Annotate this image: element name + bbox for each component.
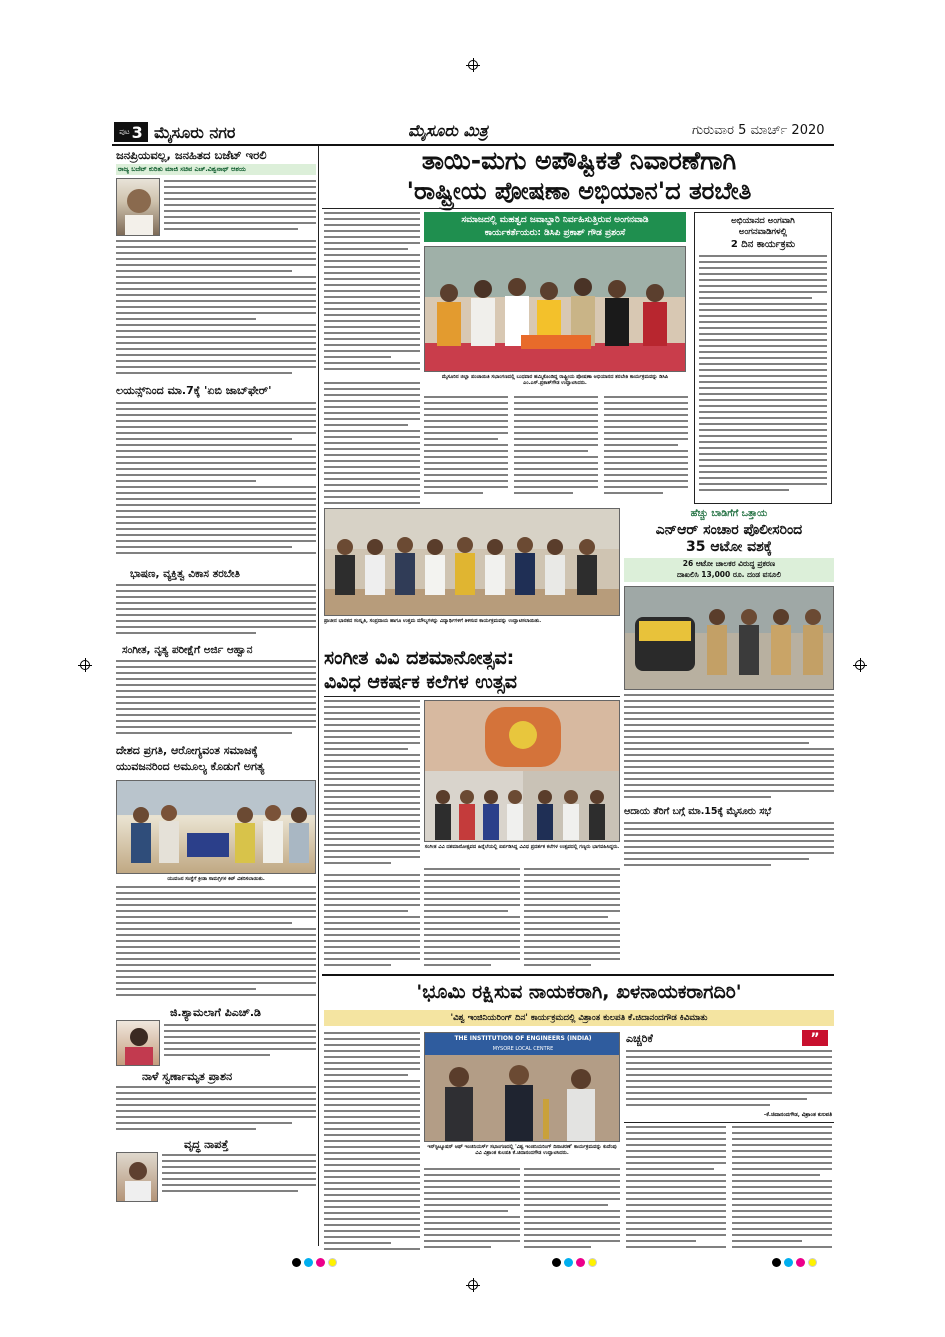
page-number-badge <box>114 122 148 142</box>
left-headline-5b: ಯುವಜನರಿಂದ ಅಮೂಲ್ಯ ಕೊಡುಗೆ ಅಗತ್ಯ <box>116 760 265 773</box>
bottom-col-3 <box>524 1168 620 1256</box>
registration-mark-left <box>80 660 90 670</box>
engineers-day-caption: ಇನ್‌ಸ್ಟಿಟ್ಯೂಷನ್ ಆಫ್ ಇಂಜಿನಿಯರ್ಸ್ ಸಭಾಂಗಣದಲ್ಲಿ 'ವಿಶ್ವ ಇಂಜಿನಿಯರಿಂಗ್ ದಿನಾಚರಣೆ' ಕಾರ್ಯಕ್ರಮವನ್ನು ಕುವೆಂಪು ವಿವಿ ವಿಶ್ರಾಂತ ಕುಲಪತಿ ಕೆ.ಚಿದಾನಂದಗೌಡ ಉದ್ಘಾಟಿಸಿದರು. <box>427 1144 617 1156</box>
police-kicker: ಹೆಚ್ಚು ಬಾಡಿಗೆಗೆ ಒತ್ತಾಯ <box>690 508 768 519</box>
engineers-banner-text: THE INSTITUTION OF ENGINEERS (INDIA) <box>454 1035 592 1042</box>
left-story-4-text <box>116 660 316 742</box>
music-uni-col-2 <box>424 868 520 972</box>
music-uni-photo <box>424 700 620 842</box>
color-dot-9 <box>772 1258 781 1267</box>
lead-rule <box>322 208 834 209</box>
campaign-box-text <box>699 255 827 499</box>
color-dot-10 <box>784 1258 793 1267</box>
lead-headline-1: ತಾಯಿ-ಮಗು ಅಪೌಷ್ಟಿಕತೆ ನಿವಾರಣೆಗಾಗಿ <box>421 146 737 175</box>
color-dot-1 <box>292 1258 301 1267</box>
left-story-5-text <box>116 886 316 1000</box>
shyamala-portrait <box>116 1020 160 1066</box>
youth-kit-photo <box>116 780 316 874</box>
lead-story-col-1 <box>324 212 420 378</box>
color-dot-6 <box>564 1258 573 1267</box>
engineers-day-photo <box>424 1032 620 1142</box>
police-headline-1: ಎನ್‌ಆರ್ ಸಂಚಾರ ಪೊಲೀಸರಿಂದ <box>655 522 803 538</box>
left-story-8-text <box>162 1154 316 1202</box>
warning-author: -ಕೆ.ಚಿದಾನಂದಗೌಡ, ವಿಶ್ರಾಂತ ಕುಲಪತಿ <box>763 1112 832 1118</box>
music-uni-headline-1: ಸಂಗೀತ ವಿವಿ ದಶಮಾನೋತ್ಸವ: <box>324 647 515 669</box>
bottom-col-2 <box>424 1168 520 1256</box>
culture-program-photo <box>324 508 620 616</box>
left-story-1-text <box>164 180 316 236</box>
masthead: ಮೈಸೂರು ಮಿತ್ರ <box>408 121 488 140</box>
police-story-text <box>624 694 834 804</box>
page-number: 3 <box>131 122 143 142</box>
missing-man-portrait <box>116 1152 158 1202</box>
tax-meeting-headline: ಆದಾಯ ತೆರಿಗೆ ಬಗ್ಗೆ ಮಾ.15ಕ್ಕೆ ಮೈಸೂರು ಸಭೆ <box>624 806 772 817</box>
music-uni-headline-2: ವಿವಿಧ ಆಕರ್ಷಕ ಕಲೆಗಳ ಉತ್ಸವ <box>324 671 517 693</box>
youth-kit-caption: ಯುವಜನ ಸಂಸ್ಥೆಗೆ ಕ್ರೀಡಾ ಸಾಮಗ್ರಿಗಳ ಕಿಟ್ ವಿತರಿಸಲಾಯಿತು. <box>167 876 265 882</box>
left-story-1-text-cont <box>116 240 316 382</box>
police-sub-1: 26 ಆಟೋ ಚಾಲಕರ ವಿರುದ್ಧ ಪ್ರಕರಣ <box>682 559 776 568</box>
left-headline-1-sub: ರಾಜ್ಯ ಬಜೆಟ್ ಕುರಿತು ಮಾಜಿ ಸಚಿವ ಎಚ್.ವಿಶ್ವನಾಥ್ ಆಶಯ <box>116 164 316 175</box>
left-headline-6: ಜಿ.ಶ್ಯಾಮಲಾಗೆ ಪಿಎಚ್.ಡಿ <box>170 1006 261 1019</box>
left-story-7-text <box>116 1086 316 1136</box>
lead-headline-2: 'ರಾಷ್ಟ್ರೀಯ ಪೋಷಣಾ ಅಭಿಯಾನ'ದ ತರಬೇತಿ <box>406 177 752 205</box>
lead-photo <box>424 246 686 372</box>
campaign-box-title-3: 2 ದಿನ ಕಾರ್ಯಕ್ರಮ <box>730 239 796 250</box>
left-story-2-text <box>116 402 316 562</box>
left-headline-7: ನಾಳೆ ಸ್ವರ್ಣಾಮೃತ ಪ್ರಾಶನ <box>142 1070 233 1083</box>
police-sub-2: ದಾಖಲಿಸಿ 13,000 ರೂ. ದಂಡ ವಸೂಲಿ <box>676 570 781 579</box>
music-uni-col-1b <box>324 874 420 972</box>
left-column-rule <box>318 146 319 1246</box>
newspaper-page <box>112 108 834 1266</box>
lead-story-col-5 <box>604 396 688 502</box>
engineers-banner-text-2: MYSORE LOCAL CENTRE <box>492 1046 554 1052</box>
registration-mark-top <box>468 60 478 70</box>
issue-date: ಗುರುವಾರ 5 ಮಾರ್ಚ್ 2020 <box>692 123 825 138</box>
color-dot-4 <box>328 1258 337 1267</box>
color-dot-7 <box>576 1258 585 1267</box>
music-uni-rule <box>324 696 620 697</box>
bottom-rule <box>322 974 834 976</box>
lead-story-col-3 <box>424 396 508 502</box>
color-dot-3 <box>316 1258 325 1267</box>
tax-meeting-text <box>624 822 834 872</box>
left-headline-5a: ದೇಶದ ಪ್ರಗತಿ, ಆರೋಗ್ಯವಂತ ಸಮಾಜಕ್ಕೆ <box>116 744 258 757</box>
campaign-box-title-2: ಅಂಗನವಾಡಿಗಳಲ್ಲಿ <box>738 227 788 237</box>
music-uni-caption: ಸಂಗೀತ ವಿವಿ ದಶಮಾನೋತ್ಸವದ ಹಿನ್ನೆಲೆಯಲ್ಲಿ ಏರ್ಪಡಿಸಿದ್ದ ವಿವಿಧ ಪ್ರದರ್ಶಕ ಕಲೆಗಳ ಉತ್ಸವದಲ್ಲಿ ಗಣ್ಯರು ಭಾಗವಹಿಸಿದ್ದರು. <box>424 844 620 850</box>
campaign-box <box>694 212 832 504</box>
registration-mark-bottom <box>468 1280 478 1290</box>
color-dot-2 <box>304 1258 313 1267</box>
lead-story-col-4 <box>514 396 598 502</box>
warning-quote-icon: ” <box>802 1030 828 1046</box>
politician-portrait <box>116 178 160 236</box>
police-auto-photo <box>624 586 834 690</box>
bottom-col-5 <box>732 1126 832 1256</box>
warning-text <box>626 1050 832 1112</box>
left-headline-2: ಲಯನ್ಸ್‌ನಿಂದ ಮಾ.7ಕ್ಕೆ 'ಏಬಿ ಜಾಬ್‌ಫೇರ್' <box>116 384 272 397</box>
left-story-6-text <box>164 1024 316 1064</box>
bottom-subheadline: 'ವಿಶ್ವ ಇಂಜಿನಿಯರಿಂಗ್ ದಿನ' ಕಾರ್ಯಕ್ರಮದಲ್ಲಿ ವಿಶ್ರಾಂತ ಕುಲಪತಿ ಕೆ.ಚಿದಾನಂದಗೌಡ ಕಿವಿಮಾತು <box>324 1010 834 1026</box>
left-headline-8: ವೃದ್ಧ ನಾಪತ್ತೆ <box>184 1138 229 1151</box>
lead-quote-line-1: ಸಮಾಜದಲ್ಲಿ ಮಹತ್ವದ ಜವಾಬ್ದಾರಿ ನಿರ್ವಹಿಸುತ್ತಿರುವ ಅಂಗನವಾಡಿ <box>461 215 649 225</box>
police-headline-2: 35 ಆಟೋ ವಶಕ್ಕೆ <box>685 539 772 555</box>
color-dot-5 <box>552 1258 561 1267</box>
left-headline-1: ಜನಪ್ರಿಯವಲ್ಲ, ಜನಹಿತದ ಬಜೆಟ್ ಇರಲಿ <box>116 148 267 162</box>
warning-title: ಎಚ್ಚರಿಕೆ <box>626 1032 653 1045</box>
engineers-banner <box>425 1033 620 1055</box>
police-subhead <box>624 558 834 582</box>
lead-quote-box <box>424 212 686 242</box>
campaign-box-title-1: ಅಭಿಯಾನದ ಅಂಗವಾಗಿ <box>731 216 795 226</box>
bottom-col-4 <box>626 1126 726 1256</box>
music-uni-col-1 <box>324 700 420 870</box>
bottom-headline: 'ಭೂಮಿ ರಕ್ಷಿಸುವ ನಾಯಕರಾಗಿ, ಖಳನಾಯಕರಾಗದಿರಿ' <box>416 981 742 1003</box>
section-title: ಮೈಸೂರು ನಗರ <box>154 123 236 142</box>
music-uni-col-3 <box>524 868 620 972</box>
color-dot-11 <box>796 1258 805 1267</box>
bottom-col-1 <box>324 1032 420 1256</box>
warning-rule <box>624 1122 834 1123</box>
left-headline-4: ಸಂಗೀತ, ನೃತ್ಯ ಪರೀಕ್ಷೆಗೆ ಅರ್ಜಿ ಆಹ್ವಾನ <box>122 644 253 656</box>
left-story-3-text <box>116 584 316 640</box>
page-label: ಪುಟ <box>119 127 130 136</box>
left-headline-3: ಭಾಷಣ, ವ್ಯಕ್ತಿತ್ವ ವಿಕಾಸ ತರಬೇತಿ <box>130 568 240 580</box>
registration-mark-right <box>855 660 865 670</box>
culture-program-caption: ಪ್ರಾಚೀನ ಭಾರತದ ಸಂಸ್ಕೃತಿ, ಸಂಪ್ರದಾಯ ಹಾಗೂ ಉತ್ತಮ ಮೌಲ್ಯಗಳನ್ನು ವಿದ್ಯಾರ್ಥಿಗಳಿಗೆ ತಿಳಿಸುವ ಕಾರ್ಯಕ್ರಮವನ್ನು ಉದ್ಘಾಟಿಸಲಾಯಿತು. <box>324 618 542 624</box>
lead-quote-line-2: ಕಾರ್ಯಕರ್ತೆಯರು: ಡಿಸಿಪಿ ಪ್ರಕಾಶ್ ಗೌಡ ಪ್ರಶಂಸೆ <box>484 228 626 238</box>
color-dot-12 <box>808 1258 817 1267</box>
lead-photo-caption: ಮೈಸೂರಿನ ಜಿಲ್ಲಾ ಪಂಚಾಯಿತಿ ಸಭಾಂಗಣದಲ್ಲಿ ಬುಧವಾರ ಹಮ್ಮಿಕೊಂಡಿದ್ದ ರಾಷ್ಟ್ರೀಯ ಪೋಷಣಾ ಅಭಿಯಾನದ ತರಬೇತಿ ಕಾರ್ಯಕ್ರಮವನ್ನು ಡಿಸಿಪಿ ಎಂ.ಎಸ್.ಪ್ರಕಾಶ್‌ಗೌಡ ಉದ್ಘಾಟಿಸಿದರು. <box>441 374 669 386</box>
color-dot-8 <box>588 1258 597 1267</box>
